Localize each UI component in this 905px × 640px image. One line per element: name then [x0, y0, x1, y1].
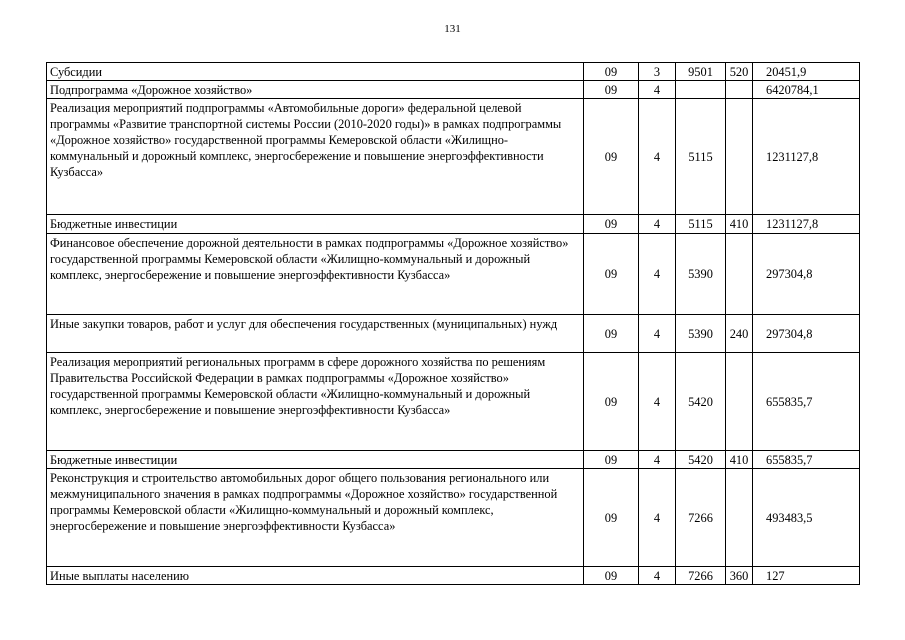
row-sum-cell: 297304,8	[753, 234, 860, 315]
row-subsection-cell: 4	[639, 451, 676, 469]
table-row	[47, 234, 860, 315]
row-target-article-cell: 5115	[676, 99, 726, 215]
row-name-cell: Бюджетные инвестиции	[47, 215, 584, 234]
row-expense-type-cell: 410	[726, 451, 753, 469]
row-expense-type-cell	[726, 353, 753, 451]
row-sum-cell: 127	[753, 567, 860, 585]
row-subsection-cell: 3	[639, 63, 676, 81]
row-target-article-cell: 5390	[676, 234, 726, 315]
row-section-cell: 09	[584, 81, 639, 99]
table-row	[47, 99, 860, 215]
row-name-cell: Финансовое обеспечение дорожной деятельности в рамках подпрограммы «Дорожное хозяйство» государственной программы Кемеровской области «Жилищно-коммунальный и дорожный комплекс, энергосбережение и повышение энергоэффективности Кузбасса»	[47, 234, 584, 315]
row-sum-cell: 6420784,1	[753, 81, 860, 99]
table-row	[47, 469, 860, 567]
row-expense-type-cell	[726, 469, 753, 567]
row-sum-cell: 1231127,8	[753, 99, 860, 215]
row-name-cell: Иные закупки товаров, работ и услуг для обеспечения государственных (муниципальных) нужд	[47, 315, 584, 353]
row-sum-cell: 1231127,8	[753, 215, 860, 234]
table-row	[47, 353, 860, 451]
row-target-article-cell	[676, 81, 726, 99]
row-section-cell: 09	[584, 63, 639, 81]
row-section-cell: 09	[584, 99, 639, 215]
row-subsection-cell: 4	[639, 215, 676, 234]
table-row	[47, 315, 860, 353]
row-section-cell: 09	[584, 215, 639, 234]
row-section-cell: 09	[584, 451, 639, 469]
row-target-article-cell: 7266	[676, 469, 726, 567]
row-subsection-cell: 4	[639, 81, 676, 99]
budget-table	[46, 62, 860, 585]
row-sum-cell: 297304,8	[753, 315, 860, 353]
row-expense-type-cell: 360	[726, 567, 753, 585]
row-target-article-cell: 9501	[676, 63, 726, 81]
row-target-article-cell: 5420	[676, 353, 726, 451]
row-subsection-cell: 4	[639, 234, 676, 315]
table-row	[47, 567, 860, 585]
row-subsection-cell: 4	[639, 315, 676, 353]
row-sum-cell: 20451,9	[753, 63, 860, 81]
row-name-cell: Реализация мероприятий региональных программ в сфере дорожного хозяйства по решениям Правительства Российской Федерации в рамках подпрограммы «Дорожное хозяйство» государственной программы Кемеровской области «Жилищно-коммунальный и дорожный комплекс, энергосбережение и повышение энергоэффективности Кузбасса»	[47, 353, 584, 451]
row-expense-type-cell: 520	[726, 63, 753, 81]
row-expense-type-cell: 410	[726, 215, 753, 234]
row-subsection-cell: 4	[639, 469, 676, 567]
row-name-cell: Подпрограмма «Дорожное хозяйство»	[47, 81, 584, 99]
row-sum-cell: 655835,7	[753, 353, 860, 451]
row-target-article-cell: 5390	[676, 315, 726, 353]
row-section-cell: 09	[584, 353, 639, 451]
row-target-article-cell: 5420	[676, 451, 726, 469]
table-row	[47, 63, 860, 81]
row-sum-cell: 655835,7	[753, 451, 860, 469]
page-number: 131	[444, 23, 461, 35]
row-name-cell: Реконструкция и строительство автомобильных дорог общего пользования регионального или межмуниципального значения в рамках подпрограммы «Дорожное хозяйство» государственной программы Кемеровской области «Жилищно-коммунальный и дорожный комплекс, энергосбережение и повышение энергоэффективности Кузбасса»	[47, 469, 584, 567]
table-row	[47, 215, 860, 234]
row-name-cell: Иные выплаты населению	[47, 567, 584, 585]
row-section-cell: 09	[584, 469, 639, 567]
budget-table-body	[47, 63, 860, 585]
row-expense-type-cell: 240	[726, 315, 753, 353]
row-sum-cell: 493483,5	[753, 469, 860, 567]
row-section-cell: 09	[584, 315, 639, 353]
table-row	[47, 81, 860, 99]
row-expense-type-cell	[726, 81, 753, 99]
row-name-cell: Реализация мероприятий подпрограммы «Автомобильные дороги» федеральной целевой программы «Развитие транспортной системы России (2010-2020 годы)» в рамках подпрограммы «Дорожное хозяйство» государственной программы Кемеровской области «Жилищно-коммунальный и дорожный комплекс, энергосбережение и повышение энергоэффективности Кузбасса»	[47, 99, 584, 215]
row-name-cell: Бюджетные инвестиции	[47, 451, 584, 469]
row-name-cell: Субсидии	[47, 63, 584, 81]
row-section-cell: 09	[584, 234, 639, 315]
table-row	[47, 451, 860, 469]
row-subsection-cell: 4	[639, 353, 676, 451]
row-subsection-cell: 4	[639, 567, 676, 585]
row-expense-type-cell	[726, 234, 753, 315]
row-section-cell: 09	[584, 567, 639, 585]
row-expense-type-cell	[726, 99, 753, 215]
row-target-article-cell: 5115	[676, 215, 726, 234]
row-subsection-cell: 4	[639, 99, 676, 215]
row-target-article-cell: 7266	[676, 567, 726, 585]
